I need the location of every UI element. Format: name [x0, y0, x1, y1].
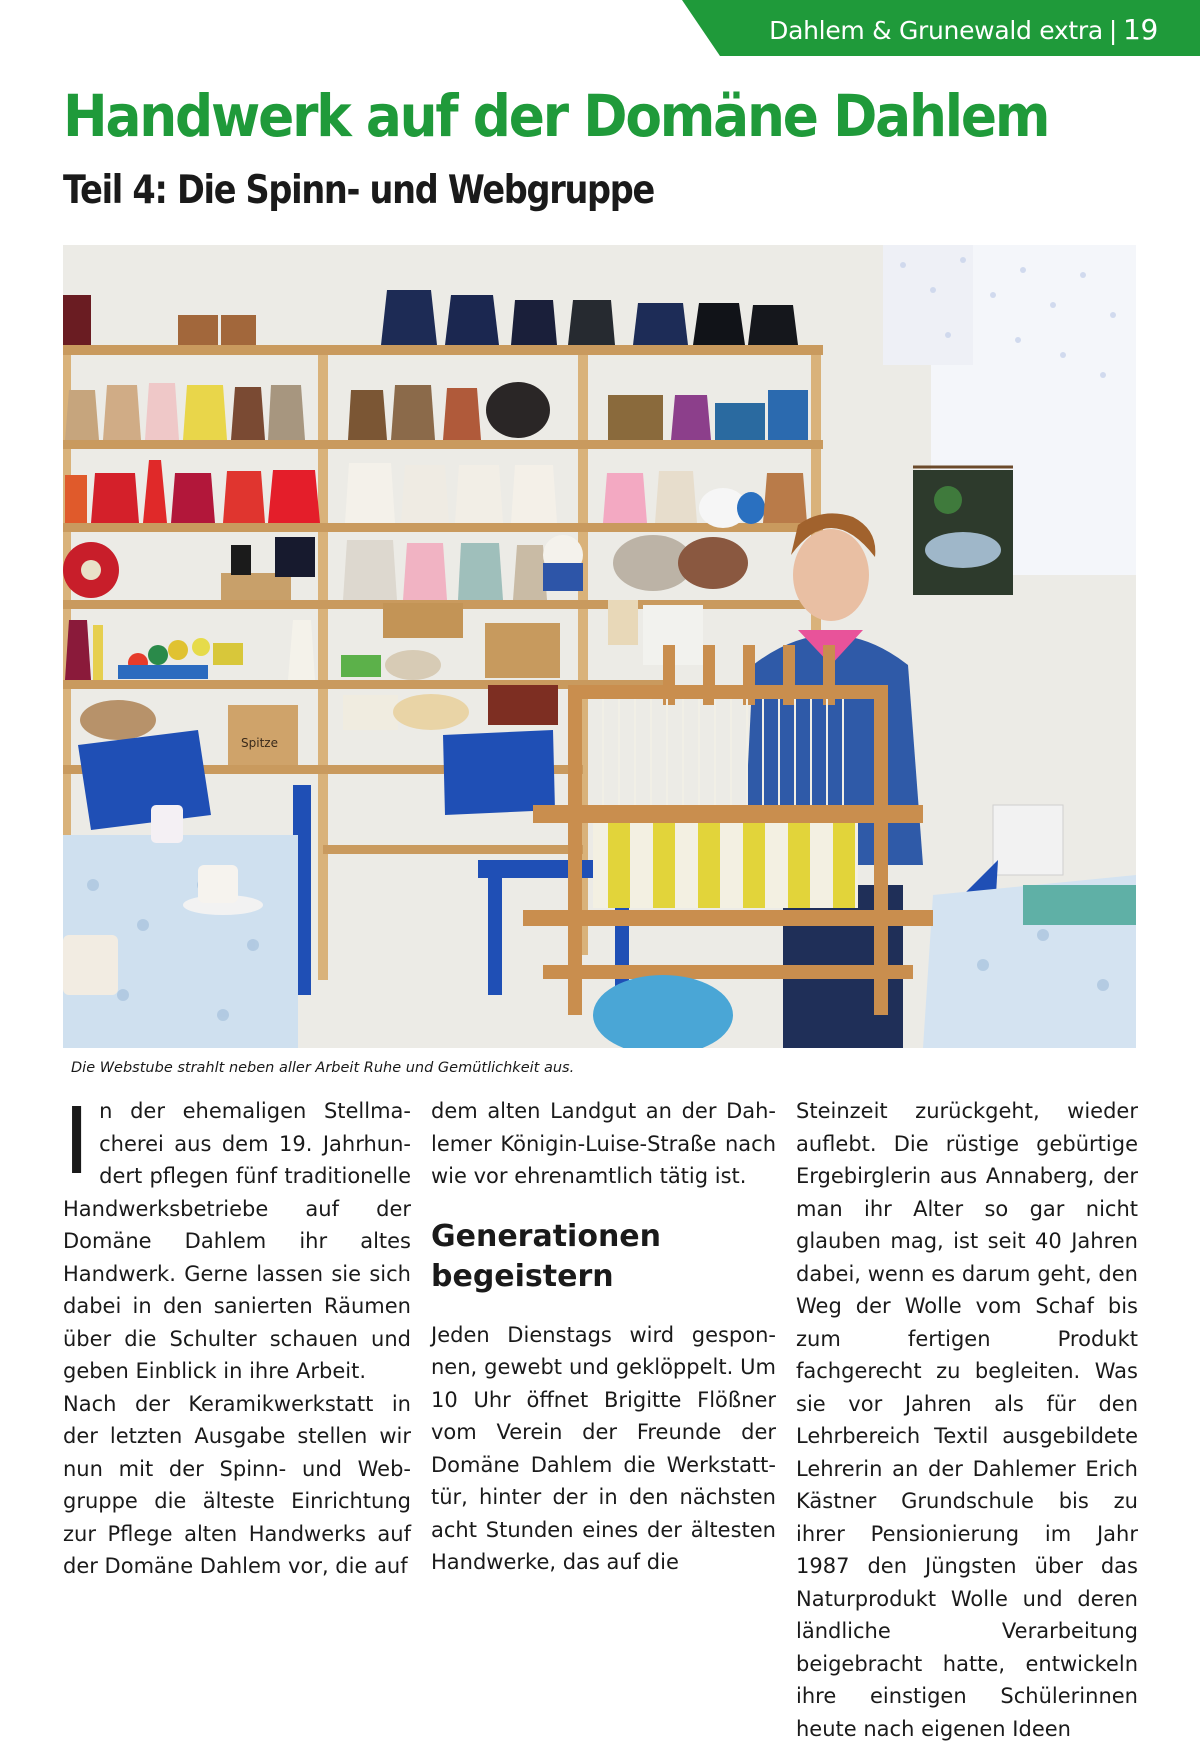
running-header — [769, 15, 1158, 46]
box-label-spitze: Spitze — [241, 736, 278, 750]
text-column-3 — [796, 1095, 1138, 1745]
headline: Handwerk auf der Domäne Dahlem — [63, 82, 1049, 150]
article-photo — [63, 245, 1136, 1048]
page-number: 19 — [1122, 13, 1158, 46]
header-separator: | — [1108, 16, 1117, 45]
subheadline: Teil 4: Die Spinn- und Webgruppe — [63, 168, 654, 213]
photo-caption: Die Webstube strahlt neben aller Arbeit Ruhe und Gemütlichkeit aus. — [71, 1060, 575, 1076]
intro-paragraph — [63, 1088, 411, 1388]
body-paragraph-2: Nach der Keramikwerkstatt in der letzten Ausgabe stellen wir nun mit der Spinn- und Webgruppe die älteste Einrichtung zur Pflege alten Handwerks auf der Domäne Dahlem vor, die auf — [63, 1391, 411, 1578]
text-column-1 — [63, 1088, 411, 1583]
body-paragraph-3-continued: Steinzeit zurückgeht, wieder auflebt. Die rüstige gebürtige Ergebirglerin aus Annaberg, der man ihr Alter so gar nicht glauben mag, ist seit 40 Jahren dabei, wenn es darum geht, den Weg der Wolle vom Schaf bis zum fertigen Produkt fachgerecht zu begleiten. Was sie vor Jahren als für den Lehrbereich Textil ausgebildete Lehrerin an der Dahlemer Erich Kästner Grundschule bis zu ihrer Pensionierung im Jahr 1987 den Jüngsten über das Naturprodukt Wolle und deren ländliche Verarbeitung beigebracht hatte, entwickeln ihre einstigen Schülerinnen heute nach eigenen Ideen — [796, 1099, 1138, 1741]
body-paragraph-2-continued: dem alten Landgut an der Dahlemer Königin-Luise-Straße nach wie vor ehrenamtlich tätig ist. — [431, 1099, 776, 1188]
dropcap: I — [63, 1088, 91, 1195]
text-column-2 — [431, 1095, 776, 1579]
section-name: Dahlem & Grunewald extra — [769, 16, 1103, 45]
intro-text: n der ehemaligen Stellmacherei aus dem 19. Jahrhundert pflegen fünf traditionelle Handwerksbetriebe auf der Domäne Dahlem ihr altes Handwerk. Gerne lassen sie sich dabei in den sanierten Räumen über die Schulter schauen und geben Einblick in ihre Arbeit. — [63, 1099, 411, 1383]
section-heading: Generationen begeistern — [431, 1218, 662, 1294]
body-paragraph-3: Jeden Dienstags wird gesponnen, gewebt und geklöppelt. Um 10 Uhr öffnet Brigitte Flößner vom Verein der Freunde der Domäne Dahlem die Werkstatttür, hinter der in den nächsten acht Stunden eines der ältesten Handwerke, das auf die — [431, 1322, 776, 1574]
